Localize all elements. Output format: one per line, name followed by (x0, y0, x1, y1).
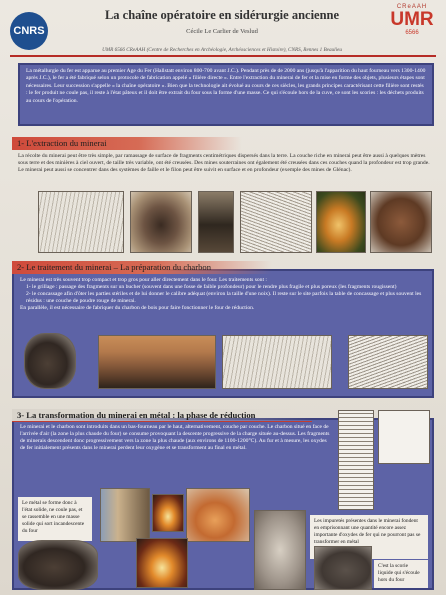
cnrs-logo-text: CNRS (13, 25, 45, 37)
ore-in-hand-image (186, 488, 250, 542)
slag-note: C'est la scorie liquide qui s'écoule hors du four (374, 560, 428, 588)
section-3-text: Le minerai et le charbon sont introduits dans un bas-fourneau par le haut, alternativement, couche par couche. Le charbon situé en face de l'arrivée d'air (la zone la plus chaude du four) se consume provoquant la descente progressive de la charge située au-dessus. Les fragments de minerais descendent donc progressivement vers la zone la plus chaude (aux environs de 1100-1200°C). Au fur et à mesure, les oxydes de fer initialement présents dans le minerai perdent leur oxygène et se transforment au final en métal. (20, 424, 330, 452)
affiliation: UMR 6566 CReAAH (Centre de Recherches en Archéologie, Archéosciences et Histoire), CNRS, Rennes 1 Beaulieu (102, 47, 342, 53)
section-2-text (20, 277, 426, 312)
section-2-heading: 2- Le traitement du minerai – La préparation du charbon (12, 261, 272, 274)
section-3-heading: 3- La transformation du minerai en métal : la phase de réduction (12, 409, 312, 422)
charcoal-burning-sketch (222, 335, 332, 389)
section-3 (12, 418, 434, 590)
section-2 (12, 269, 434, 398)
slag-block-image (254, 510, 306, 590)
header (60, 4, 384, 53)
section-2-line-2: 1- le grillage : passage des fragments sur un bucher (souvent dans une fosse de faible profondeur) pour le rendre plus fragile et plus poreux (les fragments rougissent) (26, 284, 397, 291)
umr-logo-number: 6566 (405, 30, 419, 36)
furnace-drawing-image (338, 410, 374, 510)
mine-shaft-image (198, 191, 234, 253)
impurities-note: Les impuretés présentes dans le minerai fondent en emprisonnant une quantité encore assez importante d'oxydes de fer qui ne pourront pas se transformer en métal (310, 515, 428, 559)
section-1-heading: 1- L'extraction du minerai (12, 137, 242, 150)
roasted-ore-image (24, 333, 76, 389)
poster-title: La chaîne opératoire en sidérurgie ancienne (104, 8, 340, 22)
cnrs-logo (10, 12, 48, 50)
umr-logo (386, 4, 438, 50)
mine-engraving-image (38, 191, 124, 253)
section-1 (12, 153, 434, 257)
mine-tunnel-image (130, 191, 192, 253)
metal-note: Le métal se forme donc à l'état solide, ne coule pas, et se rassemble en une masse solide qui sort incandescente du four (18, 497, 92, 541)
umr-logo-umr: UMR (390, 9, 434, 30)
section-1-text: La récolte du minerai peut être très simple, par ramassage de surface de fragments centimétriques dispersés dans la terre. La couche riche en minerai peut être aussi à quelques mètres sous terre et des minières à ciel ouvert, de taille très variable, ont été creusées. Des mines souterraines ont également été creusées dans ces couches quand la profondeur est trop grande. Le minerai peut aussi se concentrer dans des systèmes de faille et le filon peut être suivit en surface et en profondeur (exemple des mines de Glénac). (18, 153, 430, 174)
charcoal-kiln-sketch (348, 335, 428, 389)
author: Cécile Le Carlier de Veslud (186, 28, 258, 35)
umr-logo-creaah: CReAAH (396, 4, 428, 10)
ore-layer-image (98, 335, 216, 389)
iron-bloom-image (18, 540, 98, 590)
section-2-line-3: 2- le concassage afin d'ôter les parties stériles et de lui donner le calibre adéquat (environ la taille d'une noix). Il reste sur le site parfois la table de concassage et plus souvent les résidus : une couche de poudre rouge de minerai. (26, 291, 422, 305)
section-2-line-1: Le minerai est très souvent trop compact et trop gros pour aller directement dans le four. Les traitements sont : (20, 277, 267, 283)
bloom-extraction-image (136, 538, 188, 588)
tap-slag-image (314, 546, 372, 590)
mine-entrance-image (316, 191, 366, 253)
intro-text: La métallurgie du fer est apparue au premier Age du Fer (Hallstatt environ 800-700 avant J.C.). Pendant près de de 2000 ans (jusqu'à l'apparition du haut fourneau vers 1300-1400 après J.C.), le fer a été fabriqué selon un protocole de fabrication appelé « filière directe ». Entre l'extraction du minerai de fer et la mise en forme des objets, plusieurs étapes sont nécessaires. Leur succession s'appelle « la chaîne opératoire ». Bien que la technologie ait évolué au cours de ces siècles, les grands principes caractérisant cette filière sont restés : le fer produit ne coule pas, il reste à l'état pâteux et il doit être extrait du four sous la forme d'une masse. Ce qui s'écoule hors de la cuve, ce sont les scories : les déchets produits au cours de l'opération. (26, 68, 426, 104)
header-divider (10, 55, 436, 57)
furnace-experiment-image (100, 488, 150, 542)
mining-illustration-image (240, 191, 312, 253)
intro-box (18, 63, 434, 126)
ore-rock-image (370, 191, 432, 253)
section-2-line-4: En parallèle, il est nécessaire de fabriquer du charbon de bois pour faire fonctionner le four de réduction. (20, 305, 255, 312)
furnace-fire-image (152, 494, 184, 532)
furnace-section-diagram (378, 410, 430, 464)
